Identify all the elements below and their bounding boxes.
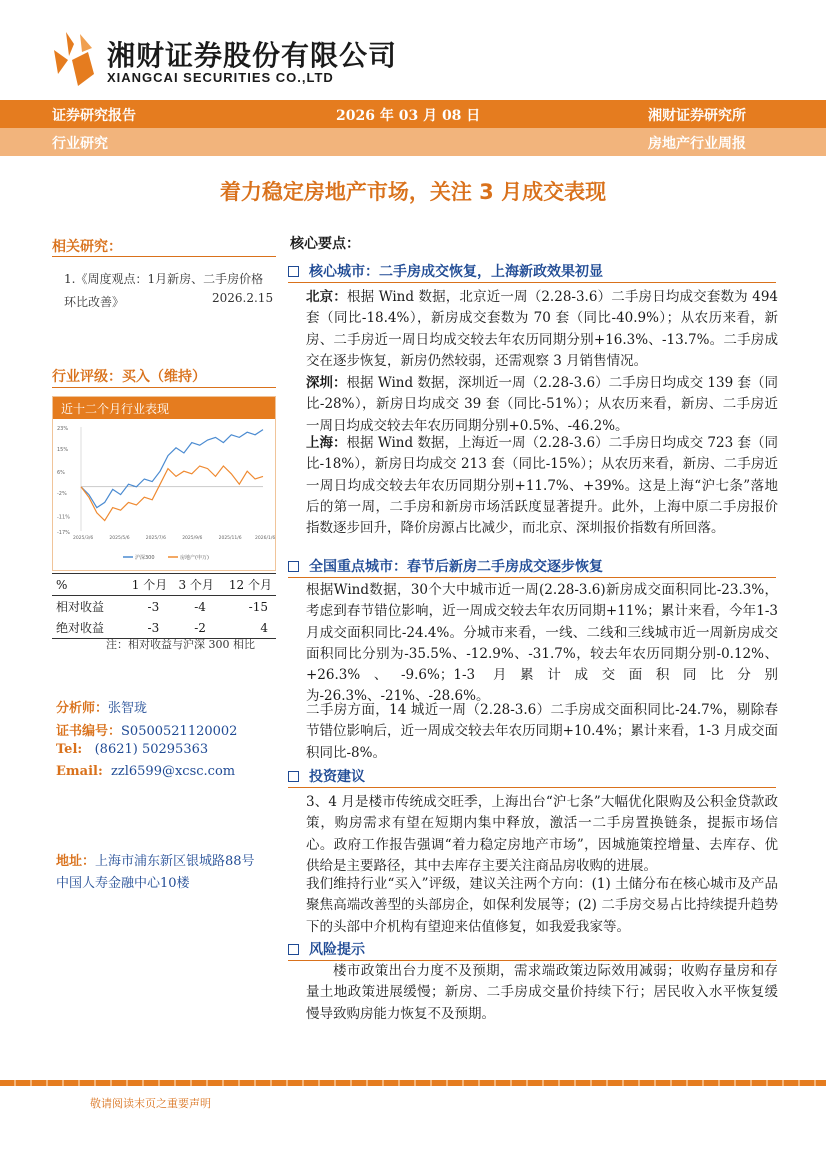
key-points-heading: 核心要点：: [290, 236, 360, 252]
table-header-cell: 12 个月: [214, 574, 276, 596]
related-item-text[interactable]: 1.《周度观点：1月新房、二手房价格环比改善》: [64, 272, 264, 309]
y-tick-label: 6%: [57, 470, 65, 477]
email-line: [56, 764, 235, 779]
table-header-cell: 1 个月: [121, 574, 168, 596]
page-title: 着力稳定房地产市场，关注 3 月成交表现: [219, 180, 607, 204]
address-line-2: 中国人寿金融中心10楼: [56, 876, 190, 891]
address-label: 地址：: [56, 854, 96, 869]
logo-icon: [52, 30, 102, 88]
series-line: [81, 466, 263, 521]
company-name-cn: 湘财证券股份有限公司: [107, 39, 398, 72]
report-category: 行业研究: [52, 136, 108, 152]
paragraph-shenzhen: [306, 373, 778, 437]
section-investment: [288, 766, 365, 786]
divider: [288, 577, 776, 578]
section-title: 核心城市：二手房成交恢复，上海新政效果初显: [309, 264, 603, 280]
table-row: [52, 596, 276, 618]
certificate-number: S0500521120002: [121, 724, 238, 739]
section-title: 风险提示: [309, 942, 365, 958]
city-label-beijing: 北京：: [306, 289, 347, 305]
section-risk: [288, 939, 365, 959]
checkbox-square-icon: [288, 771, 299, 782]
table-cell: 绝对收益: [52, 617, 121, 639]
address-line-1: 上海市浦东新区银城路88号: [95, 854, 255, 869]
address-line: [56, 850, 255, 869]
performance-table: [52, 573, 276, 639]
x-tick-label: 2026/1/6: [255, 536, 275, 541]
table-header-cell: 3 个月: [167, 574, 214, 596]
checkbox-square-icon: [288, 266, 299, 277]
paragraph-national-new: 根据Wind数据，30个大中城市近一周(2.28-3.6)新房成交面积同比-23.3%，考虑到春节错位影响，近一周成交较去年农历同期+11%；累计来看，今年1-3 月成交面积同比-24.4%。分城市来看，一线、二线和三线城市近一周新房成交面积同比分别为-35.5%、-12.9%、-31.7%，较去年农历同期分别-0.12%、+26.3%、-9.6%；1-3 月累计成交面积同比分别为-26.3%、-21%、-28.6%。: [306, 582, 778, 705]
series-line: [81, 430, 263, 508]
email-label: Email:: [56, 764, 103, 779]
paragraph-risk: 楼市政策出台力度不及预期，需求端政策边际效用减弱；收购存量房和存量土地政策进展缓慢；新房、二手房成交量价持续下行；居民收入水平恢复缓慢导致购房能力恢复不及预期。: [306, 963, 778, 1022]
tel-label: Tel:: [56, 742, 83, 757]
section-title: 全国重点城市：春节后新房二手房成交逐步恢复: [309, 559, 603, 575]
institute-name: 湘财证券研究所: [648, 108, 746, 124]
x-tick-label: 2025/11/6: [218, 536, 242, 541]
checkbox-square-icon: [288, 944, 299, 955]
analyst-line: [56, 697, 147, 716]
footer-disclaimer-note[interactable]: 敬请阅读末页之重要声明: [90, 1097, 211, 1110]
footer-bar: [0, 1080, 826, 1086]
x-tick-label: 2025/5/6: [109, 536, 130, 541]
paragraph-text: 根据 Wind 数据，深圳近一周（2.28-3.6）二手房日均成交 139 套（同比-28%），新房日均成交 39 套（同比-51%）；从农历来看，新房、二手房近一周日均成交较去年农历同期分别+0.5%、-46.2%。: [306, 375, 778, 434]
checkbox-square-icon: [288, 561, 299, 572]
y-tick-label: 15%: [57, 446, 69, 453]
paragraph-shanghai: [306, 433, 778, 539]
x-tick-label: 2025/9/6: [182, 536, 203, 541]
x-tick-label: 2025/3/6: [73, 536, 94, 541]
city-label-shenzhen: 深圳：: [306, 375, 347, 391]
industry-rating: 行业评级：买入（维持）: [52, 369, 206, 385]
section-national-cities: [288, 556, 603, 576]
analyst-name[interactable]: 张智珑: [108, 701, 148, 716]
divider: [52, 256, 276, 257]
paragraph-beijing: [306, 287, 778, 372]
address-line-2-wrap: [56, 872, 190, 891]
table-cell: -3: [147, 599, 160, 614]
city-label-shanghai: 上海：: [306, 435, 347, 451]
divider: [288, 282, 776, 283]
performance-chart-panel: [52, 396, 276, 571]
table-cell: 4: [214, 617, 276, 639]
paragraph-text: 根据 Wind 数据，上海近一周（2.28-3.6）二手房日均成交 723 套（同比-18%），新房日均成交 213 套（同比-15%）；从农历来看，新房、二手房近一周日均成交较去年农历同期分别+11.7%、+39%。这是上海“沪七条”落地后的第一周，二手房和新房市场活跃度显著提升。此外，上海中原二手房报价指数逐步回升，降价房源占比减少，而北京、深圳报价指数有所回落。: [306, 435, 778, 537]
divider: [288, 787, 776, 788]
paragraph-national-resale: 二手房方面，14 城近一周（2.28-3.6）二手房成交面积同比-24.7%，剔除春节错位影响后，近一周成交较去年农历同期+10.4%；累计来看，1-3 月成交面积同比-8%。: [306, 702, 778, 761]
section-title: 投资建议: [309, 769, 365, 785]
header-band-secondary: [0, 128, 826, 156]
related-research-heading: 相关研究：: [52, 239, 122, 255]
y-tick-label: -11%: [57, 514, 70, 521]
report-date: 2026 年 03 月 08 日: [336, 108, 481, 124]
related-item-date: 2026.2.15: [212, 291, 274, 305]
legend-label: 房地产(申万): [180, 555, 209, 561]
tel-value[interactable]: (8621) 50295363: [94, 742, 209, 757]
paragraph-investment-2: 我们维持行业“买入”评级，建议关注两个方向：(1) 土储分布在核心城市及产品聚焦高端改善型的头部房企，如保利发展等；(2) 二手房交易占比持续提升趋势下的头部中介机构有望迎来估值修复，如我爱我家等。: [306, 876, 778, 935]
email-value[interactable]: zzl6599@xcsc.com: [111, 764, 236, 779]
chart-title: 近十二个月行业表现: [53, 397, 275, 419]
paragraph-investment-1: 3、4 月是楼市传统成交旺季，上海出台“沪七条”大幅优化限购及公积金贷款政策，购房需求有望在短期内集中释放，激活一二手房置换链条，提振市场信心。政府工作报告强调“着力稳定房地产市场”，因城施策控增量、去库存、优供给是主要路径，其中去库存主要关注商品房收购的进展。: [306, 794, 778, 874]
section-core-cities: [288, 261, 603, 281]
legend-label: 沪深300: [135, 555, 155, 561]
table-cell: -15: [248, 599, 268, 614]
divider: [52, 387, 276, 388]
header-band-primary: [0, 100, 826, 128]
tel-line: [56, 742, 208, 757]
y-tick-label: -2%: [57, 491, 67, 497]
x-tick-label: 2025/7/6: [145, 536, 167, 541]
performance-chart: [53, 419, 275, 570]
table-header-row: [52, 574, 276, 596]
y-tick-label: 23%: [57, 426, 69, 432]
table-header-cell: %: [52, 574, 121, 596]
certificate-line: [56, 720, 237, 739]
table-cell: -2: [167, 617, 214, 639]
table-cell: -3: [121, 617, 168, 639]
table-cell: -4: [194, 599, 206, 614]
y-tick-label: -17%: [57, 530, 70, 536]
table-cell: 相对收益: [56, 600, 105, 614]
table-note: 注：相对收益与沪深 300 相比: [106, 638, 255, 651]
company-name-en: XIANGCAI SECURITIES CO.,LTD: [107, 70, 334, 85]
report-subcategory: 房地产行业周报: [648, 136, 746, 152]
report-type: 证券研究报告: [52, 108, 136, 124]
company-logo: [52, 30, 398, 92]
certificate-label: 证书编号：: [56, 724, 122, 739]
analyst-label: 分析师：: [56, 701, 109, 716]
paragraph-text: 根据 Wind 数据，北京近一周（2.28-3.6）二手房日均成交套数为 494 套（同比-18.4%），新房成交套数为 70 套（同比-40.9%）；从农历来看，新房、二手房近一周日均成交较去年农历同期分别+16.3%、-13.7%。二手房成交在逐步恢复，新房仍然较弱，还需观察 3 月销售情况。: [306, 289, 778, 369]
